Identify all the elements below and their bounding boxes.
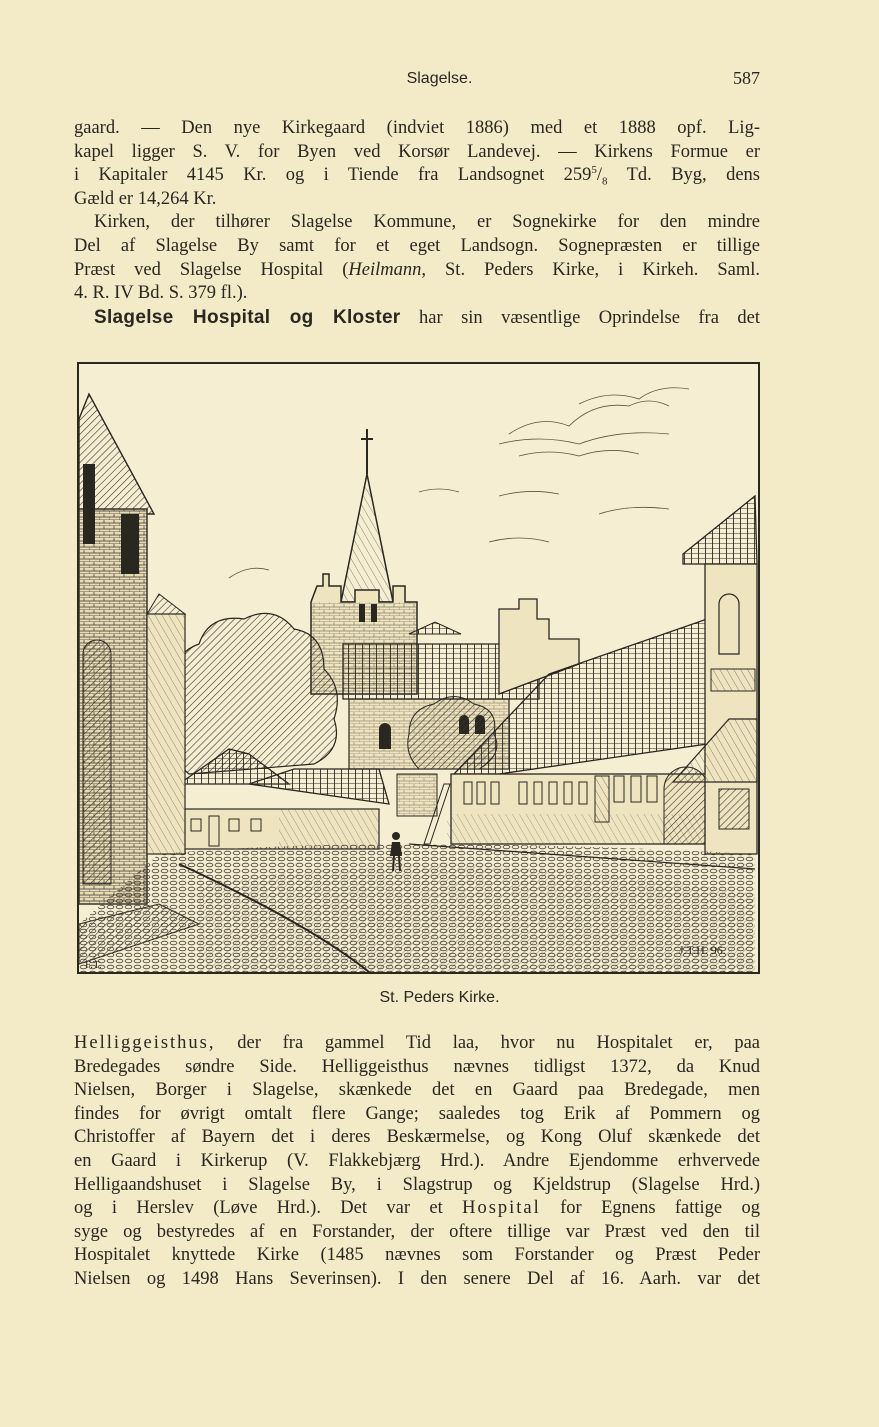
text-line: Christoffer af Bayern det i deres Beskærmelse, og Kong Oluf skænkede det [74,1127,760,1148]
church-illustration [77,362,760,974]
text-line [74,1197,760,1221]
text-line: Gæld er 14,264 Kr. [74,188,217,209]
street [79,832,755,972]
italic-citation: Heilmann, [348,259,426,280]
page-number: 587 [733,68,760,88]
fraction-denominator: 8 [602,175,608,188]
paragraph-churchyard [74,117,760,211]
text-run: St. Peders Kirke, i Kirkeh. Saml. [426,259,760,280]
text-line: Hospitalet knyttede Kirke (1485 nævnes som Forstander og Præst Peder [74,1245,760,1266]
text-line: syge og bestyredes af en Forstander, der oftere tillige var Præst ved den til [74,1221,760,1242]
text-line [74,306,760,331]
text-line: Del af Slagelse By samt for et eget Landsogn. Sognepræsten er tillige [74,235,760,256]
running-title: Slagelse. [406,70,473,87]
text-run: og i Herslev (Løve Hrd.). Det var et [74,1198,463,1219]
figure-caption: St. Peders Kirke. [379,989,500,1006]
artist-mark-right: J.T.H. 96. [679,943,726,957]
text-run: i Kapitaler 4145 Kr. og i Tiende fra Landsognet 259 [74,165,592,186]
text-line: Nielsen og 1498 Hans Severinsen). I den senere Del af 16. Aarh. var det [74,1268,760,1289]
running-head [0,68,879,92]
text-line: 4. R. IV Bd. S. 379 fl.). [74,283,248,304]
text-run: Td. Byg, dens [607,165,760,186]
text-line: Kirken, der tilhører Slagelse Kommune, er Sognekirke for den mindre [94,212,760,233]
paragraph-helliggeisthus [74,1032,760,1292]
section-heading: Slagelse Hospital og Kloster [94,306,401,328]
artist-mark-left: F.T. [85,959,102,971]
paragraph-hospital-intro [74,306,760,331]
text-line [74,1032,760,1056]
text-line: en Gaard i Kirkerup (V. Flakkebjærg Hrd.). Andre Ejendomme erhvervede [74,1150,760,1171]
text-line: kapel ligger S. V. for Byen ved Korsør Landevej. — Kirkens Formue er [74,141,760,162]
lower-text-block [74,1032,760,1292]
text-line [74,259,760,283]
text-line: Nielsen, Borger i Slagelse, skænkede det en Gaard paa Bredegade, men [74,1080,760,1101]
text-line [74,164,760,188]
text-run: har sin væsentlige Oprindelse fra det [400,307,760,328]
text-run: Præst ved Slagelse Hospital ( [74,259,349,280]
text-line: Bredegades søndre Side. Helliggeisthus nævnes tidligst 1372, da Knud [74,1056,760,1077]
upper-text-block [74,117,760,330]
paragraph-church [74,211,760,305]
fraction-numerator: 5 [591,164,597,177]
text-line: gaard. — Den nye Kirkegaard (indviet 1886) med et 1888 opf. Lig- [74,118,760,138]
text-run: for Egnens fattige og [540,1198,760,1219]
fraction-slash: / [596,165,603,186]
spaced-term: Hospital [462,1198,541,1219]
text-line: Helligaandshuset i Slagelse By, i Slagstrup og Kjeldstrup (Slagelse Hrd.) [74,1174,760,1195]
text-line: findes for øvrigt omtalt flere Gange; saaledes tog Erik af Pommern og [74,1103,760,1124]
text-run: der fra gammel Tid laa, hvor nu Hospitalet er, paa [215,1033,760,1053]
spaced-term: Helliggeisthus, [74,1033,216,1053]
engraving-drawing [79,364,758,972]
